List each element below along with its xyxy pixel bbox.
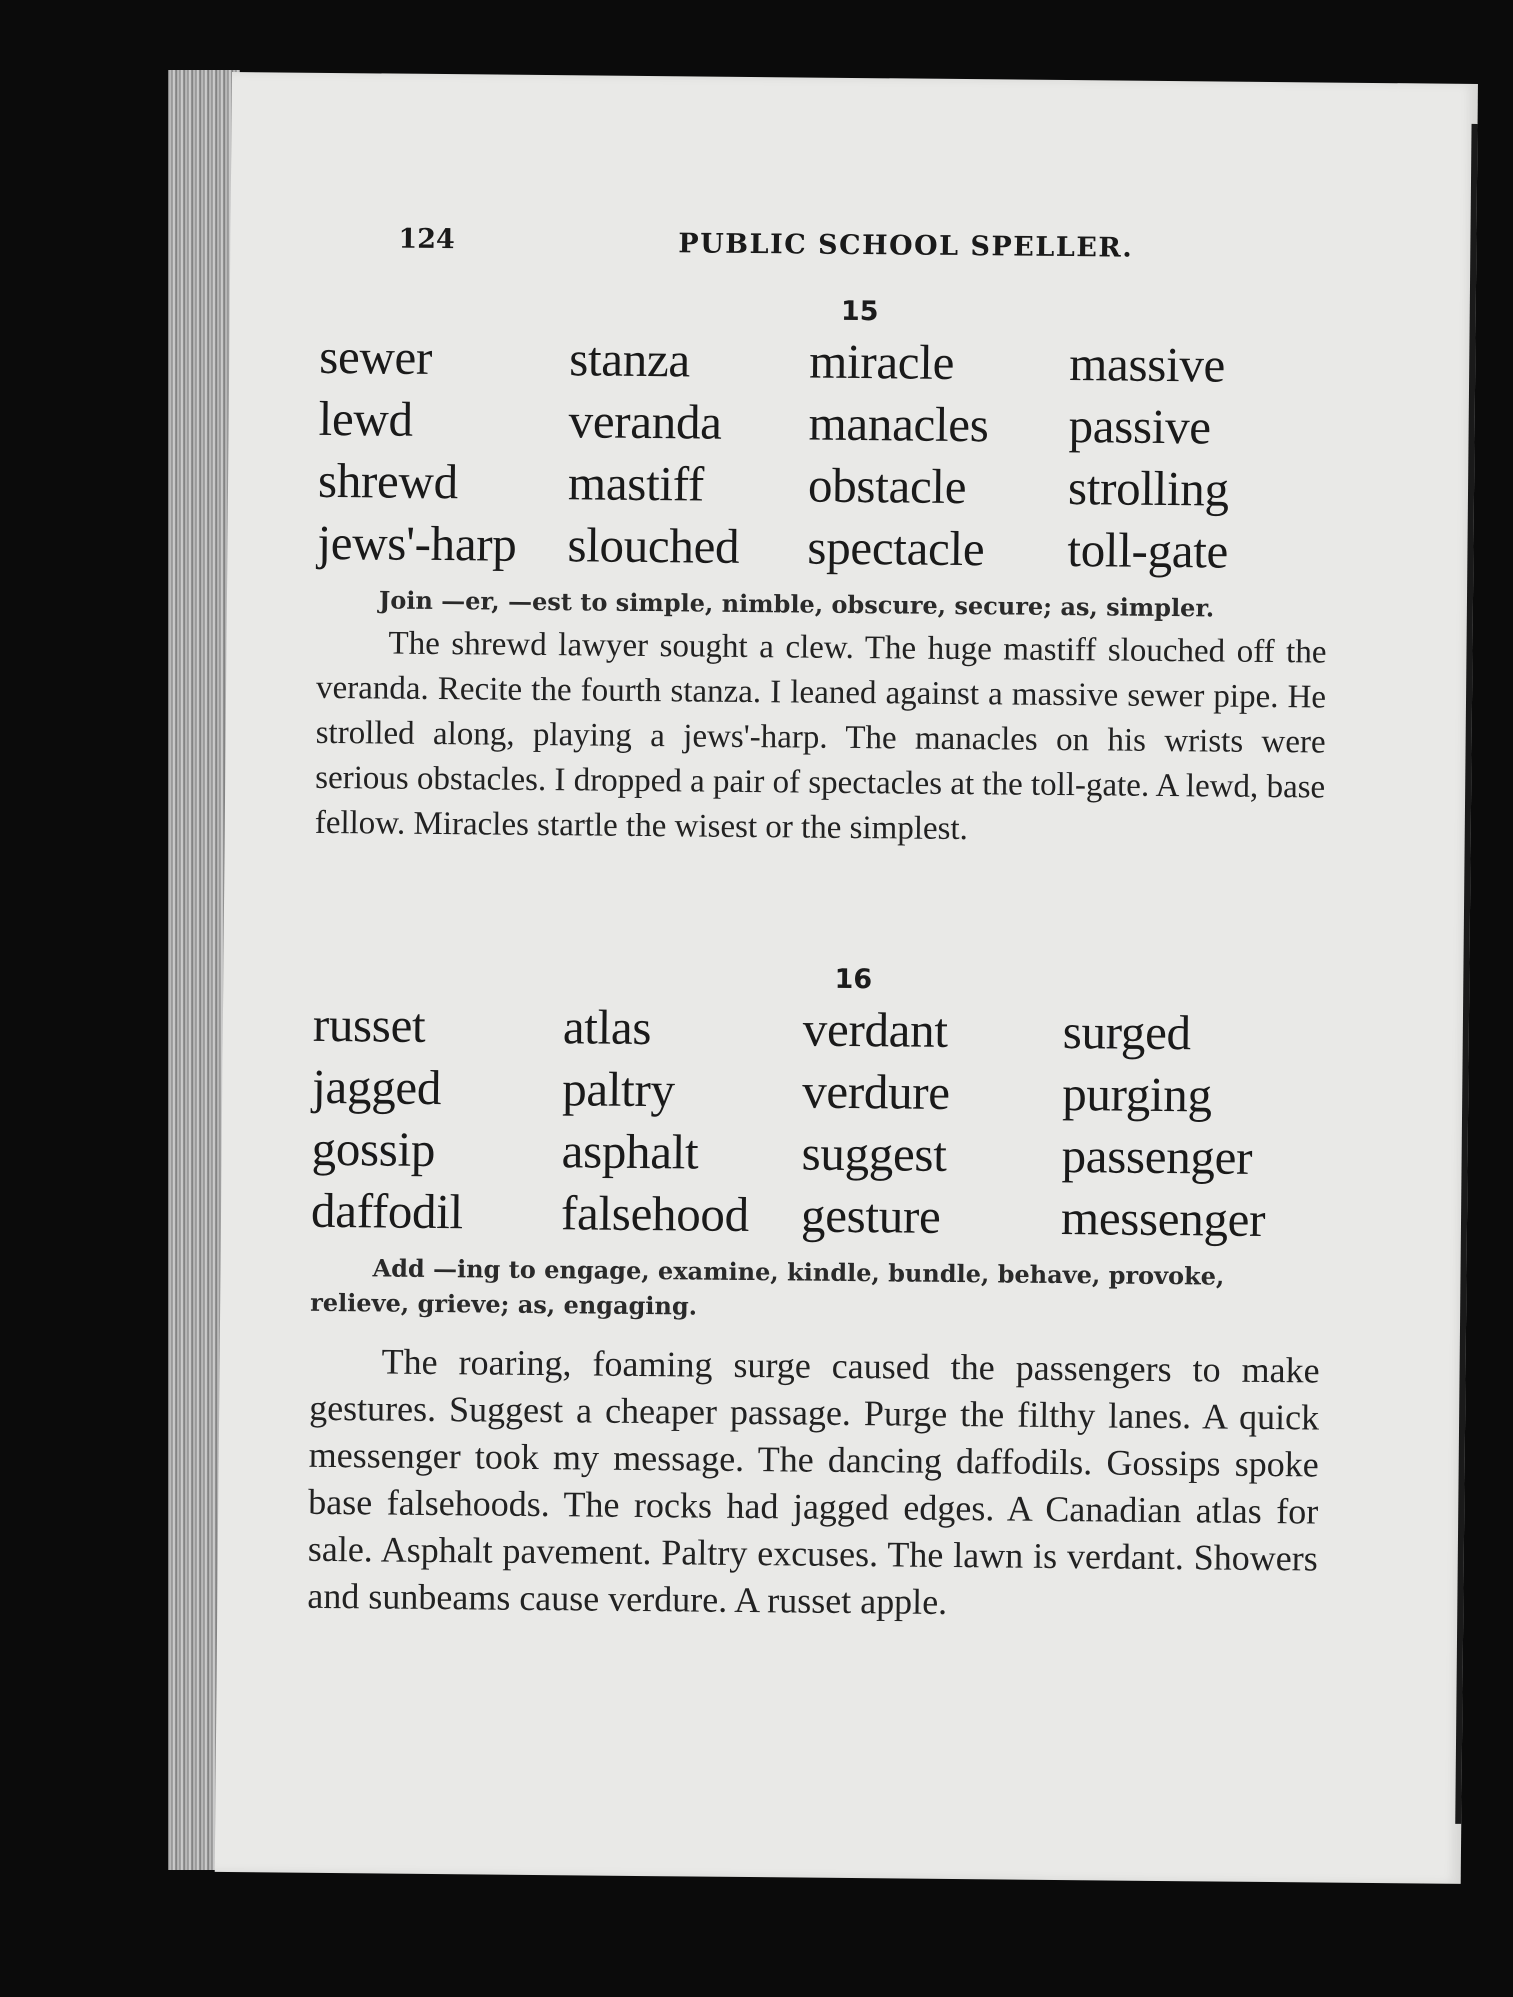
word: shrewd [317,452,459,510]
word: spectacle [807,519,985,577]
word: strolling [1067,460,1229,517]
page-number: 124 [398,223,455,256]
word: miracle [808,333,955,390]
word: sewer [319,328,433,385]
lesson-instruction: Join —er, —est to simple, nimble, obscure, secure; as, simpler. [378,585,1215,623]
word: veranda [568,393,722,450]
word-list [317,328,1329,582]
word: jews'-harp [317,514,517,572]
word: jagged [312,1058,442,1116]
running-title: PUBLIC SCHOOL SPELLER. [678,228,1134,264]
lesson-16 [307,959,1323,1630]
word: passive [1068,398,1212,455]
word: passenger [1061,1128,1253,1185]
word: messenger [1060,1190,1266,1247]
running-head [398,223,1319,264]
word: stanza [568,331,691,388]
word: obstacle [807,457,967,515]
word: falsehood [560,1185,750,1243]
word: purging [1061,1066,1212,1123]
lesson-15 [315,291,1330,856]
word-list [311,996,1323,1250]
word: surged [1062,1004,1192,1061]
page-gutter-shadow [1455,124,1477,1824]
word: verdant [802,1001,948,1058]
word: verdure [801,1063,951,1120]
word: atlas [562,999,652,1056]
word: manacles [808,395,989,453]
word: paltry [561,1061,676,1118]
word: russet [312,996,426,1053]
word: suggest [801,1125,947,1182]
book-page [215,72,1478,1884]
word: slouched [567,517,740,574]
practice-sentences: The roaring, foaming surge caused the passengers to make gestures. Suggest a cheaper passage. Purge the filthy lanes. A quick messenger took my message. The dancing daffodils. Gossips spoke base falsehoods. The rocks had jagged edges. A Canadian atlas for sale. Asphalt pavement. Paltry excuses. The lawn is verdant. Showers and sunbeams cause verdure. A russet apple. [307,1341,1320,1622]
word: daffodil [310,1182,464,1240]
word: gesture [800,1187,941,1244]
word: mastiff [567,455,705,512]
lesson-number: 15 [840,295,879,328]
word: toll-gate [1067,522,1229,579]
word: massive [1068,336,1226,393]
word: gossip [311,1120,436,1177]
word: asphalt [561,1123,699,1180]
word: lewd [318,390,414,447]
practice-sentences: The shrewd lawyer sought a clew. The huge mastiff slouched off the veranda. Recite the fourth stanza. I leaned against a massive sewer pipe. He strolled along, playing a jews'-harp. The manacles on his wrists were serious obstacles. I dropped a pair of spectacles at the toll-gate. A lewd, base fellow. Miracles startle the wisest or the simplest. [314,625,1327,848]
lesson-number: 16 [834,963,873,996]
lesson-instruction: Add —ing to engage, examine, kindle, bundle, behave, provoke, relieve, grieve; as, engaging. [310,1253,1225,1321]
